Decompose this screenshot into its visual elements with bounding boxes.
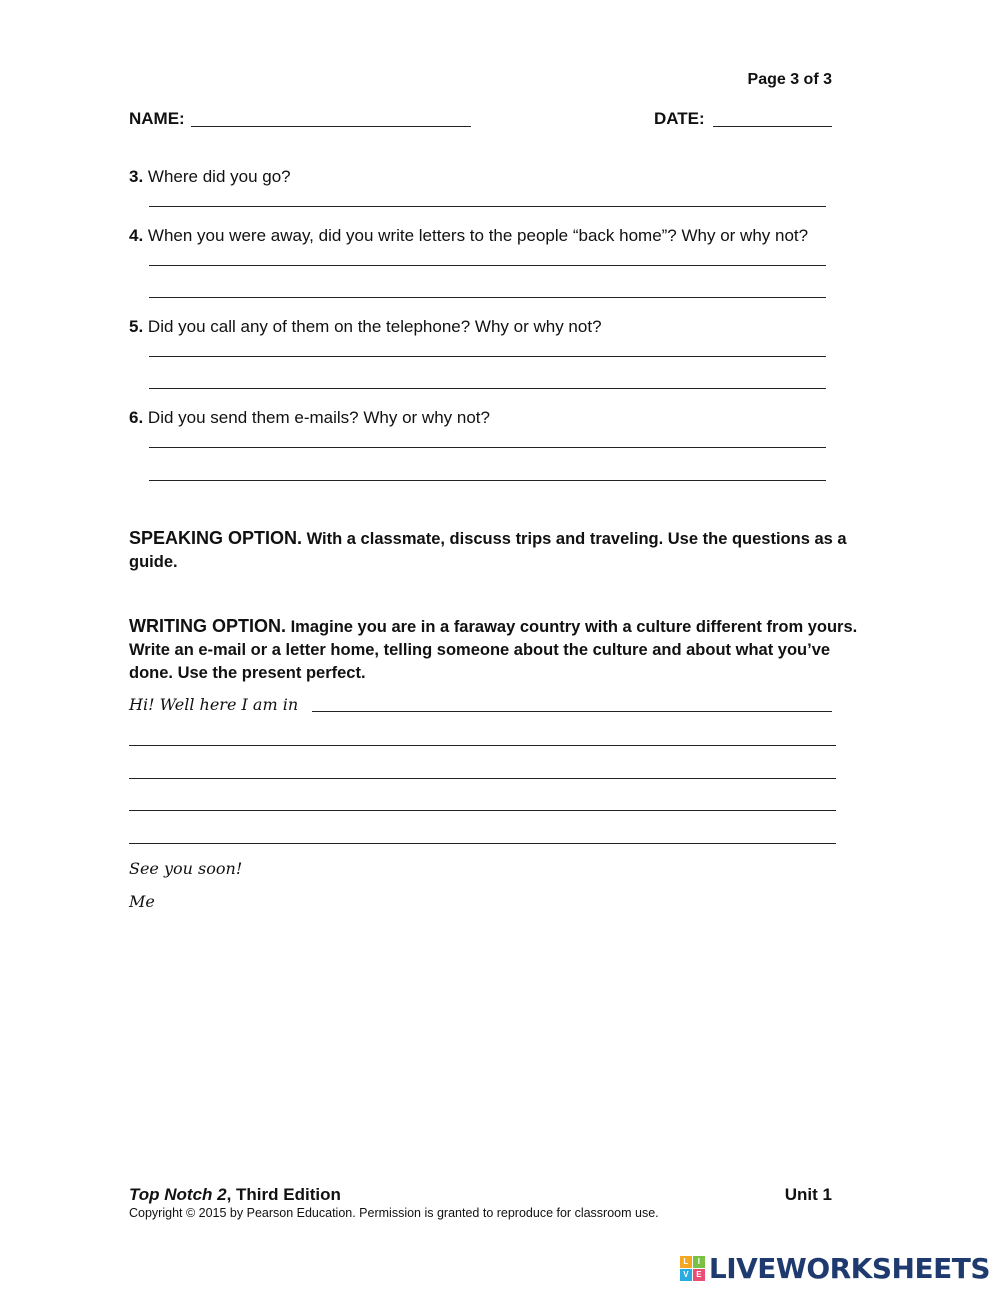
answer-line[interactable] [149, 356, 826, 357]
speaking-text: With a classmate, discuss trips and traveling. Use the questions as a guide. [129, 530, 847, 571]
answer-line[interactable] [149, 206, 826, 207]
answer-line[interactable] [149, 480, 826, 481]
letter-line[interactable] [312, 711, 832, 712]
name-line[interactable] [191, 126, 471, 127]
question-number: 5. [129, 317, 144, 336]
question-number: 6. [129, 408, 144, 427]
question-3 [129, 167, 291, 187]
question-4 [129, 226, 808, 246]
answer-line[interactable] [149, 297, 826, 298]
letter-closing: See you soon! [129, 859, 243, 878]
letter-line[interactable] [129, 778, 836, 779]
question-text: Did you call any of them on the telephone? Why or why not? [147, 317, 602, 336]
question-number: 3. [129, 167, 144, 186]
question-text: Did you send them e-mails? Why or why not? [147, 408, 490, 427]
letter-line[interactable] [129, 843, 836, 844]
letter-line[interactable] [129, 810, 836, 811]
letter-line[interactable] [129, 745, 836, 746]
letter-signature: Me [129, 892, 155, 911]
speaking-option [129, 527, 869, 574]
answer-line[interactable] [149, 265, 826, 266]
date-label: DATE: [654, 109, 705, 128]
book-edition: , Third Edition [226, 1185, 341, 1204]
icon-tile: I [693, 1256, 705, 1268]
page-number: Page 3 of 3 [747, 71, 832, 88]
icon-tile: L [680, 1256, 692, 1268]
liveworksheets-logo [680, 1252, 990, 1285]
answer-line[interactable] [149, 447, 826, 448]
liveworksheets-icon [680, 1256, 705, 1281]
brand-name: LIVEWORKSHEETS [708, 1252, 990, 1285]
date-line[interactable] [713, 126, 832, 127]
question-text: When you were away, did you write letters to the people “back home”? Why or why not? [147, 226, 809, 245]
question-5 [129, 317, 602, 337]
copyright-notice: Copyright © 2015 by Pearson Education. Permission is granted to reproduce for classroom use. [129, 1206, 659, 1220]
book-name: Top Notch 2 [129, 1185, 227, 1204]
footer-book-title [129, 1185, 341, 1205]
footer-unit: Unit 1 [784, 1185, 832, 1204]
writing-option [129, 615, 869, 685]
answer-line[interactable] [149, 388, 826, 389]
icon-tile: E [693, 1269, 705, 1281]
icon-tile: V [680, 1269, 692, 1281]
letter-greeting: Hi! Well here I am in [129, 695, 299, 714]
speaking-heading: SPEAKING OPTION. [129, 528, 303, 548]
question-text: Where did you go? [147, 167, 291, 186]
name-label: NAME: [129, 109, 185, 128]
question-number: 4. [129, 226, 144, 245]
writing-heading: WRITING OPTION. [129, 616, 286, 636]
question-6 [129, 408, 490, 428]
writing-text: Imagine you are in a faraway country with a culture different from yours. Write an e-mail or a letter home, telling someone about the culture and about what you’ve done. Use the present perfect. [129, 618, 858, 682]
